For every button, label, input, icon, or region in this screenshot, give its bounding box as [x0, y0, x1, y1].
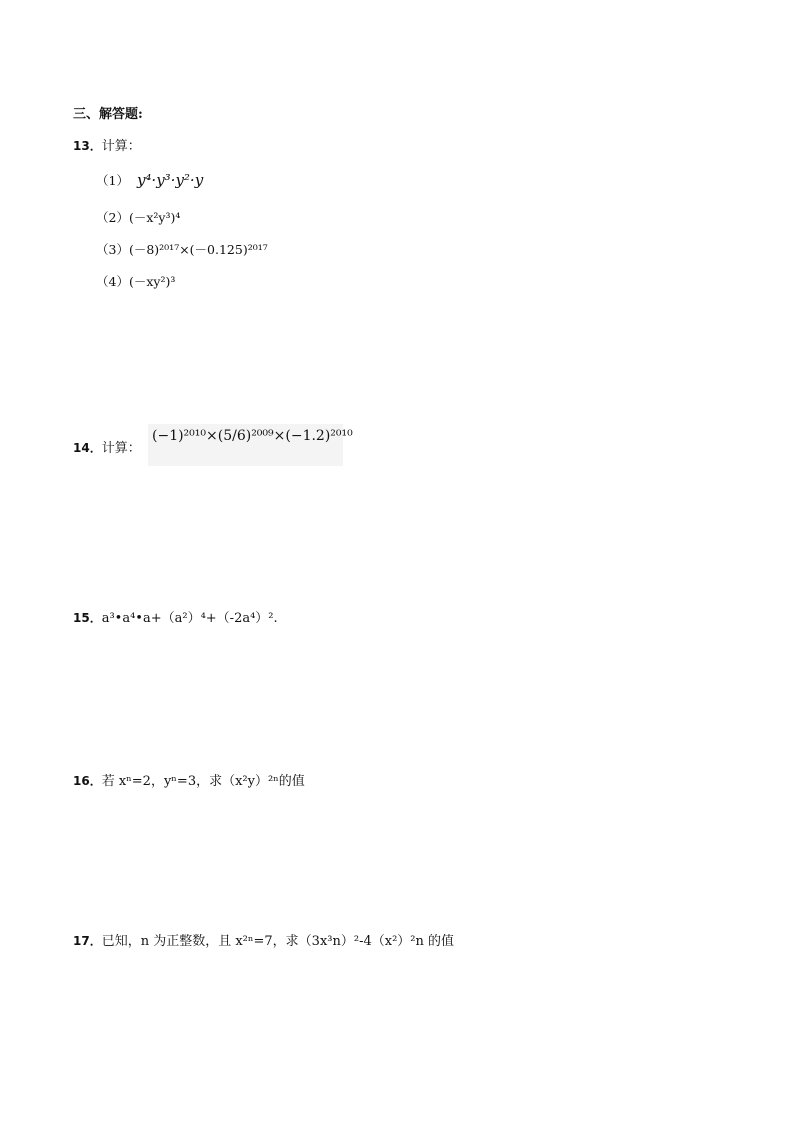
question-15 — [73, 607, 278, 626]
question-label: 计算： — [101, 139, 141, 154]
question-number: 16． — [73, 774, 102, 788]
part-expression: (－xy²)³ — [128, 274, 176, 289]
part-expression: y⁴·y³·y²·y — [136, 171, 204, 189]
question-17 — [73, 930, 454, 949]
section-title: 三、解答题: — [73, 107, 143, 122]
question-13 — [73, 135, 141, 154]
question-16 — [73, 770, 305, 789]
question-number: 17． — [73, 934, 102, 948]
q14-formula-image — [148, 424, 353, 466]
part-expression: (－8)²⁰¹⁷×(－0.125)²⁰¹⁷ — [128, 242, 268, 257]
question-text: 若 xⁿ=2，yⁿ=3，求（x²y）²ⁿ的值 — [101, 774, 305, 789]
question-expression: a³•a⁴•a+（a²）⁴+（-2a⁴）². — [101, 611, 278, 626]
question-label: 计算： — [101, 441, 141, 456]
q13-part-2 — [96, 208, 180, 226]
q14-formula: (−1)²⁰¹⁰×(5/6)²⁰⁰⁹×(−1.2)²⁰¹⁰ — [152, 428, 353, 444]
question-text: 已知，n 为正整数，且 x²ⁿ=7，求（3x³n）²-4（x²）²n 的值 — [101, 934, 454, 949]
question-14 — [73, 437, 141, 456]
q13-part-1 — [96, 171, 203, 189]
part-index: （4） — [96, 274, 129, 289]
part-index: （3） — [96, 242, 129, 257]
question-number: 13． — [73, 139, 102, 153]
part-index: （2） — [96, 210, 129, 225]
q13-part-4 — [96, 272, 175, 290]
part-expression: (－x²y³)⁴ — [128, 210, 181, 225]
question-number: 14． — [73, 441, 102, 455]
question-number: 15． — [73, 611, 102, 625]
part-index: （1） — [96, 173, 129, 188]
q13-part-3 — [96, 240, 268, 258]
